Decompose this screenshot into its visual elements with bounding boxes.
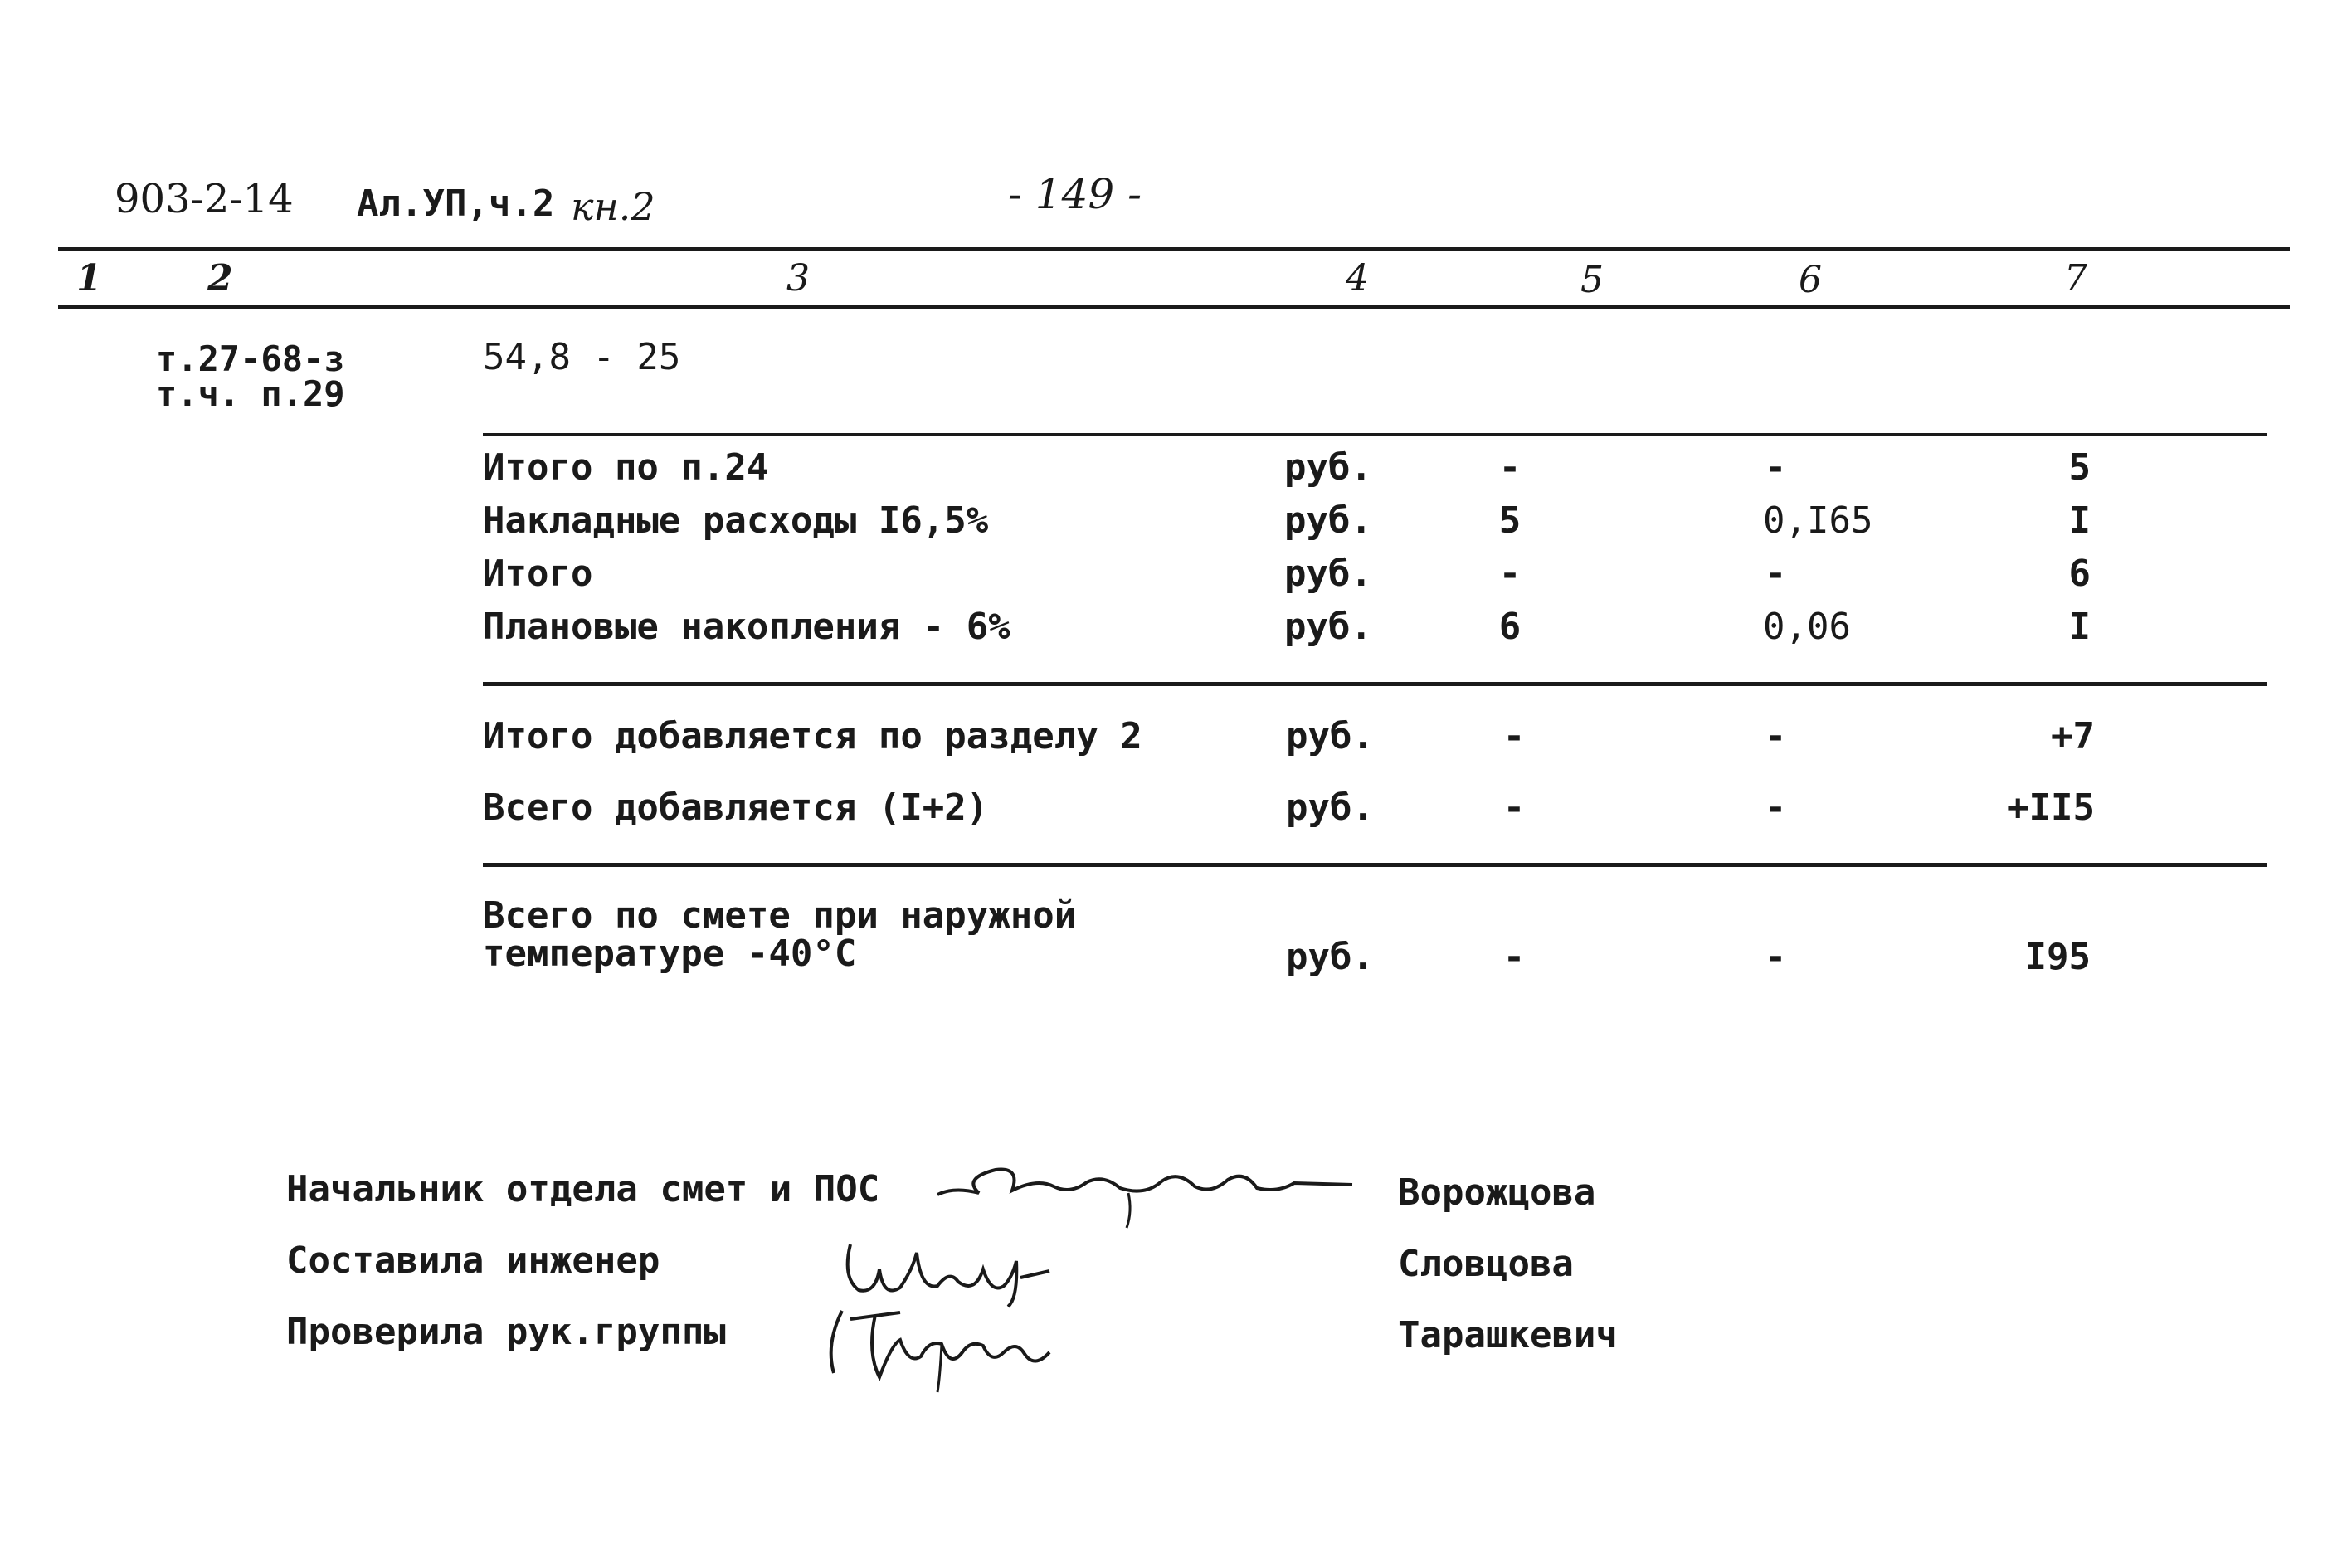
row-col7: 5 [2068, 446, 2091, 489]
signer-name: Тарашкевич [1398, 1314, 1618, 1356]
total-col5: - [1502, 786, 1526, 829]
total-col6: - [1764, 715, 1787, 757]
row-col5: - [1498, 446, 1522, 489]
signer-name: Ворожцова [1398, 1171, 1596, 1214]
signature-role: Проверила рук.группы [286, 1311, 726, 1353]
row-unit: руб. [1284, 499, 1372, 542]
column-header-bottom-rule [58, 305, 2290, 309]
book-number: кн.2 [571, 184, 655, 229]
grand-total-unit: руб. [1286, 936, 1374, 978]
album-reference: Ал.УП,ч.2 [357, 183, 555, 225]
row-col5: 6 [1498, 606, 1522, 648]
row-col7: I [2068, 499, 2091, 542]
document-code: 903-2-14 [114, 176, 294, 222]
page-number: - 149 - [1008, 170, 1142, 218]
table-top-rule [58, 247, 2290, 251]
total-col6: - [1764, 786, 1787, 829]
row-name: Итого по п.24 [483, 446, 769, 489]
section-rule [483, 433, 2267, 436]
column-number-4: 4 [1346, 257, 1369, 299]
column-number-5: 5 [1580, 259, 1604, 301]
row-col6: - [1764, 446, 1787, 489]
row-name: Плановые накопления - 6% [483, 606, 1010, 648]
row-col7: 6 [2068, 553, 2091, 595]
signature-role: Начальник отдела смет и ПОС [286, 1168, 880, 1210]
column-number-2: 2 [207, 257, 233, 299]
row-col6: 0,06 [1763, 606, 1851, 648]
total-unit: руб. [1286, 786, 1374, 829]
signer-name: Словцова [1398, 1243, 1574, 1285]
total-name: Всего добавляется (I+2) [483, 786, 989, 829]
column-number-3: 3 [786, 257, 810, 299]
total-col7: +II5 [2007, 786, 2095, 829]
total-col5: - [1502, 715, 1526, 757]
section-rule [483, 682, 2267, 686]
grand-total-col5: - [1502, 936, 1526, 978]
row-col5: 5 [1498, 499, 1522, 542]
total-unit: руб. [1286, 715, 1374, 757]
row-col5: - [1498, 553, 1522, 595]
section-rule [483, 863, 2267, 867]
total-name: Итого добавляется по разделу 2 [483, 715, 1142, 757]
handwritten-signature [817, 1294, 1066, 1394]
signature-role: Составила инженер [286, 1239, 660, 1282]
row-unit: руб. [1284, 553, 1372, 595]
row-col6: 0,I65 [1763, 499, 1873, 542]
grand-total-line-2: температуре -40°С [483, 933, 857, 975]
total-col7: +7 [2051, 715, 2095, 757]
calculation-formula: 54,8 - 25 [483, 336, 681, 378]
grand-total-col6: - [1764, 936, 1787, 978]
row-name: Итого [483, 553, 593, 595]
grand-total-line-1: Всего по смете при наружной [483, 894, 1077, 937]
row-unit: руб. [1284, 606, 1372, 648]
grand-total-col7: I95 [2024, 936, 2091, 978]
reference-line-1: т.27-68-з [156, 338, 345, 379]
row-col7: I [2068, 606, 2091, 648]
column-number-7: 7 [2064, 257, 2087, 299]
row-col6: - [1764, 553, 1787, 595]
row-name: Накладные расходы I6,5% [483, 499, 989, 542]
row-unit: руб. [1284, 446, 1372, 489]
column-number-6: 6 [1799, 259, 1822, 301]
reference-line-2: т.ч. п.29 [156, 373, 345, 414]
column-number-1: 1 [76, 257, 102, 299]
